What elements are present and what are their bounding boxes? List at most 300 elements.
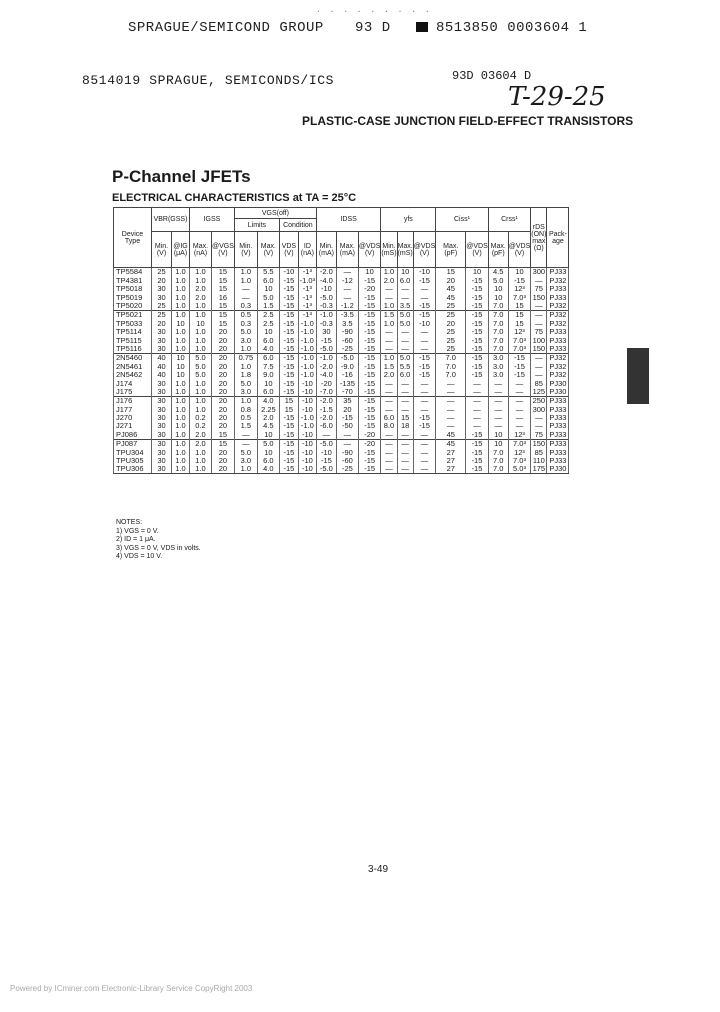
table-cell: —: [336, 268, 358, 277]
table-cell: —: [381, 448, 397, 456]
table-cell: -5.0: [316, 345, 336, 354]
table-cell: 6.0: [397, 371, 413, 379]
table-cell: -15: [279, 465, 298, 474]
table-cell: 10: [488, 439, 508, 448]
table-cell: 8.0: [381, 422, 397, 430]
table-cell: -15: [279, 336, 298, 344]
table-cell: 0.2: [190, 414, 212, 422]
table-cell: 30: [152, 336, 172, 344]
table-cell: —: [466, 414, 489, 422]
page-number: 3-49: [368, 864, 389, 875]
table-cell: PJ32: [547, 310, 569, 319]
table-cell: 4.0: [257, 345, 279, 354]
table-cell: -1.0: [298, 336, 316, 344]
table-cell: PJ33: [547, 285, 569, 293]
table-cell: PJ33: [547, 328, 569, 336]
table-cell: 5.0: [488, 276, 508, 284]
table-cell: —: [508, 379, 531, 387]
footer-watermark: Powered by ICminer.com Electronic-Library Service CopyRight 2003: [10, 984, 253, 993]
table-cell: 75: [531, 285, 547, 293]
table-cell: 1.5: [234, 422, 257, 430]
table-cell: 7.0: [488, 448, 508, 456]
table-cell: PJ33: [547, 439, 569, 448]
table-row: [114, 414, 569, 422]
device-type-cell: TP5021: [114, 310, 152, 319]
table-cell: -4.0: [316, 371, 336, 379]
header-black-marker: [416, 22, 428, 32]
table-cell: —: [234, 285, 257, 293]
table-cell: 1.0: [234, 345, 257, 354]
table-row: [114, 439, 569, 448]
table-cell: 10: [358, 268, 381, 277]
table-cell: 1.0: [172, 414, 190, 422]
table-cell: -15: [466, 319, 489, 327]
table-cell: 1.0: [234, 276, 257, 284]
table-cell: PJ30: [547, 465, 569, 474]
table-cell: 16: [212, 293, 235, 301]
th-sub: ID (nA): [298, 232, 316, 268]
table-cell: —: [413, 387, 436, 396]
table-row: [114, 328, 569, 336]
table-row: [114, 396, 569, 405]
table-cell: 10: [172, 371, 190, 379]
table-cell: -15: [279, 379, 298, 387]
th-sub: @VDS (V): [508, 232, 531, 268]
table-cell: -15: [466, 457, 489, 465]
table-cell: -5.0: [316, 439, 336, 448]
table-cell: 2.0: [381, 276, 397, 284]
table-cell: —: [413, 379, 436, 387]
table-cell: 3.5: [336, 319, 358, 327]
table-cell: -4.0: [316, 276, 336, 284]
table-cell: -10: [316, 448, 336, 456]
table-cell: 1.0: [172, 422, 190, 430]
table-cell: —: [531, 414, 547, 422]
th-sub: @VGS (V): [212, 232, 235, 268]
table-cell: -1³: [298, 310, 316, 319]
table-cell: PJ32: [547, 371, 569, 379]
table-cell: —: [531, 362, 547, 370]
table-cell: -15: [358, 405, 381, 413]
table-cell: 4.5: [488, 268, 508, 277]
table-cell: -15: [413, 362, 436, 370]
table-cell: -15: [508, 353, 531, 362]
device-type-cell: TP5116: [114, 345, 152, 354]
table-cell: —: [508, 387, 531, 396]
table-row: [114, 336, 569, 344]
table-row: [114, 353, 569, 362]
table-cell: -7.0: [316, 387, 336, 396]
table-cell: -10: [413, 268, 436, 277]
table-cell: —: [381, 430, 397, 439]
device-type-cell: 2N5461: [114, 362, 152, 370]
table-cell: 150: [532, 293, 546, 302]
table-cell: —: [397, 457, 413, 465]
table-cell: -15: [279, 319, 298, 327]
table-cell: -15: [413, 302, 436, 311]
table-cell: 10: [257, 285, 279, 293]
table-cell: 15: [279, 396, 298, 405]
handwritten-note: T-29-25: [508, 82, 606, 112]
thumb-index-tab: [627, 348, 649, 404]
device-type-cell: TP5033: [114, 319, 152, 327]
table-cell: 5.5: [257, 268, 279, 277]
table-cell: PJ32: [547, 302, 569, 311]
table-cell: 25: [436, 345, 466, 354]
th-sub: VDS (V): [279, 232, 298, 268]
table-cell: 3.0: [234, 336, 257, 344]
th-sub: Max. (pF): [488, 232, 508, 268]
table-cell: 7.5: [257, 362, 279, 370]
table-cell: -15: [279, 457, 298, 465]
table-cell: 5.0³: [508, 465, 531, 474]
table-cell: 1.0: [172, 379, 190, 387]
table-cell: PJ32: [547, 362, 569, 370]
table-cell: 30: [152, 405, 172, 413]
table-cell: 15: [508, 319, 531, 327]
table-cell: —: [436, 414, 466, 422]
table-cell: -15: [466, 336, 489, 344]
table-cell: -15: [358, 414, 381, 422]
table-cell: -9.0: [336, 362, 358, 370]
table-cell: 3.5: [397, 302, 413, 311]
table-cell: -15: [316, 336, 336, 344]
th-condition: Condition: [279, 219, 316, 232]
table-row: [114, 276, 569, 284]
table-cell: 30: [152, 328, 172, 336]
table-cell: 20: [212, 396, 235, 405]
table-cell: -6.0: [316, 422, 336, 430]
table-cell: 1.0: [234, 362, 257, 370]
table-cell: —: [436, 379, 466, 387]
table-cell: —: [488, 422, 508, 430]
table-cell: -1.0: [298, 414, 316, 422]
table-cell: 5.0: [397, 353, 413, 362]
table-cell: 3.0: [234, 457, 257, 465]
table-cell: -15: [279, 414, 298, 422]
table-cell: 1.0: [234, 268, 257, 277]
table-cell: -2.0: [316, 362, 336, 370]
table-cell: 5.0: [397, 310, 413, 319]
table-cell: -20: [358, 285, 381, 293]
table-cell: -60: [336, 457, 358, 465]
table-cell: 40: [152, 353, 172, 362]
table-cell: 20: [212, 345, 235, 354]
table-cell: -15: [413, 276, 436, 284]
table-cell: -1.0: [298, 319, 316, 327]
table-cell: -15: [413, 371, 436, 379]
table-cell: -2.0: [316, 396, 336, 405]
table-cell: 10: [488, 430, 508, 439]
table-cell: -15: [316, 457, 336, 465]
table-cell: -1.0: [316, 353, 336, 362]
table-cell: -15: [358, 379, 381, 387]
table-cell: 30: [152, 430, 172, 439]
table-cell: 2.0: [381, 371, 397, 379]
table-cell: 45: [436, 439, 466, 448]
table-cell: 1.0: [190, 465, 212, 474]
table-cell: 27: [436, 448, 466, 456]
table-cell: —: [397, 293, 413, 301]
table-cell: 1.0: [172, 310, 190, 319]
device-type-cell: TPU305: [114, 457, 152, 465]
table-cell: -25: [336, 465, 358, 474]
table-cell: 5.0: [190, 371, 212, 379]
table-cell: 1.0: [172, 465, 190, 474]
table-cell: 20: [212, 379, 235, 387]
section-title: PLASTIC-CASE JUNCTION FIELD-EFFECT TRANSISTORS: [302, 114, 634, 128]
scan-artifact: . . . . . . . . .: [316, 6, 432, 15]
table-cell: —: [413, 328, 436, 336]
table-cell: -15: [358, 465, 381, 474]
table-cell: 18: [397, 422, 413, 430]
table-cell: 25: [152, 302, 172, 311]
table-cell: 20: [212, 371, 235, 379]
table-cell: -15: [279, 371, 298, 379]
table-cell: 1.0: [172, 268, 190, 277]
table-cell: —: [397, 396, 413, 405]
table-cell: —: [488, 414, 508, 422]
table-cell: —: [316, 430, 336, 439]
table-cell: 10: [466, 268, 489, 277]
table-cell: -60: [336, 336, 358, 344]
table-cell: -10: [298, 439, 316, 448]
table-cell: 10: [257, 430, 279, 439]
table-cell: PJ33: [547, 345, 569, 354]
table-cell: -25: [336, 345, 358, 354]
table-row: [114, 448, 569, 456]
table-cell: 1.0: [172, 285, 190, 293]
th-device: Device Type: [114, 208, 152, 268]
table-cell: -15: [279, 285, 298, 293]
table-row: [114, 405, 569, 413]
table-cell: -0.3: [316, 319, 336, 327]
table-cell: —: [397, 285, 413, 293]
table-cell: —: [508, 414, 531, 422]
table-cell: 40: [152, 371, 172, 379]
table-cell: -15: [358, 319, 381, 327]
table-cell: 75: [531, 430, 547, 439]
th-sub: Max. (nA): [190, 232, 212, 268]
table-cell: -2.0: [316, 268, 336, 277]
device-type-cell: J175: [114, 387, 152, 396]
th-sub: Max. (pF): [436, 232, 466, 268]
table-cell: 30: [152, 422, 172, 430]
table-cell: 7.0: [488, 457, 508, 465]
table-cell: —: [466, 396, 489, 405]
table-cell: 1.0: [381, 353, 397, 362]
table-cell: 2.0: [257, 414, 279, 422]
table-cell: 1.0: [234, 465, 257, 474]
th-vgsoff: VGS(off): [234, 208, 316, 219]
table-cell: 7.0: [488, 465, 508, 474]
table-cell: 15: [212, 310, 235, 319]
table-cell: -10: [298, 430, 316, 439]
device-type-cell: TPU304: [114, 448, 152, 456]
table-cell: -15: [466, 448, 489, 456]
table-cell: -90: [336, 328, 358, 336]
table-cell: 15: [508, 310, 531, 319]
table-cell: —: [336, 293, 358, 301]
table-cell: -10: [298, 448, 316, 456]
table-cell: —: [413, 405, 436, 413]
table-cell: 25: [152, 268, 172, 277]
table-cell: —: [381, 336, 397, 344]
th-sub: Min. (V): [234, 232, 257, 268]
table-cell: 1.0: [190, 268, 212, 277]
table-cell: -1.0: [298, 371, 316, 379]
table-row: [114, 457, 569, 465]
table-cell: -2.0: [316, 414, 336, 422]
table-cell: —: [531, 422, 547, 430]
table-cell: 15: [212, 439, 235, 448]
table-cell: —: [413, 465, 436, 474]
table-cell: -15: [466, 371, 489, 379]
table-cell: -15: [279, 353, 298, 362]
table-cell: 12³: [508, 430, 531, 439]
table-cell: 85: [531, 379, 547, 387]
device-type-cell: 2N5460: [114, 353, 152, 362]
th-vbrgss: VBR(GSS): [152, 208, 190, 232]
table-cell: —: [234, 293, 257, 301]
table-cell: 20: [436, 319, 466, 327]
table-row: [114, 319, 569, 327]
table-cell: 1.0: [172, 293, 190, 301]
table-cell: -5.0: [316, 293, 336, 301]
th-sub: @IG (μA): [172, 232, 190, 268]
table-cell: -5.0: [336, 353, 358, 362]
table-cell: 25: [436, 328, 466, 336]
table-row: [114, 387, 569, 396]
table-cell: -15: [413, 414, 436, 422]
table-cell: 300: [532, 267, 546, 277]
table-cell: -20: [358, 439, 381, 448]
header-second-line: 8514019 SPRAGUE, SEMICONDS/ICS: [82, 73, 335, 88]
table-cell: 30: [152, 448, 172, 456]
table-cell: 30: [152, 379, 172, 387]
table-cell: -15: [413, 422, 436, 430]
table-cell: —: [336, 439, 358, 448]
header-second-code: 93D 03604 D: [452, 69, 532, 83]
table-cell: -15: [279, 448, 298, 456]
table-cell: —: [397, 387, 413, 396]
table-cell: 0.8: [234, 405, 257, 413]
table-cell: -15: [358, 371, 381, 379]
table-cell: 7.0³: [508, 293, 531, 301]
table-cell: 20: [212, 328, 235, 336]
table-cell: —: [488, 396, 508, 405]
table-cell: 9.0: [257, 371, 279, 379]
table-cell: —: [436, 396, 466, 405]
table-cell: 2.0: [190, 293, 212, 301]
table-cell: 0.3: [234, 319, 257, 327]
table-cell: 1.0: [172, 345, 190, 354]
table-cell: 5.0: [190, 353, 212, 362]
table-cell: —: [397, 465, 413, 474]
table-cell: 1.0: [172, 405, 190, 413]
table-cell: 6.0: [381, 414, 397, 422]
table-notes: [116, 519, 266, 562]
table-cell: 25: [436, 336, 466, 344]
table-cell: PJ33: [547, 268, 569, 277]
table-cell: 1.0: [190, 276, 212, 284]
table-cell: 1.0: [190, 379, 212, 387]
table-cell: -1³: [298, 268, 316, 277]
table-cell: 150: [532, 344, 546, 353]
table-cell: 20: [212, 465, 235, 474]
table-cell: 2.5: [257, 319, 279, 327]
table-cell: 7.0: [436, 353, 466, 362]
table-cell: -10: [298, 405, 316, 413]
table-cell: 7.0³: [508, 336, 531, 344]
table-cell: -1³: [298, 293, 316, 301]
table-cell: 1.0: [190, 457, 212, 465]
table-cell: —: [381, 465, 397, 474]
table-cell: 1.0: [172, 328, 190, 336]
table-row: [114, 310, 569, 319]
table-cell: 30: [152, 285, 172, 293]
table-cell: 1.0: [190, 336, 212, 344]
table-cell: 6.0: [257, 276, 279, 284]
table-cell: —: [397, 430, 413, 439]
table-cell: —: [397, 345, 413, 354]
table-cell: -1.0: [298, 353, 316, 362]
table-cell: —: [381, 345, 397, 354]
jfet-table: [113, 207, 569, 474]
table-cell: 5.0: [190, 362, 212, 370]
page-subtitle: ELECTRICAL CHARACTERISTICS at TA = 25°C: [112, 192, 357, 204]
table-cell: 4.0: [257, 465, 279, 474]
table-cell: -1³: [298, 285, 316, 293]
table-cell: —: [436, 422, 466, 430]
table-cell: 15: [508, 302, 531, 311]
table-cell: -1.2: [336, 302, 358, 311]
header-company-line: SPRAGUE/SEMICOND GROUP: [128, 20, 324, 36]
table-cell: 15: [212, 268, 235, 277]
table-cell: 10: [172, 319, 190, 327]
table-cell: -15: [466, 285, 489, 293]
table-cell: 20: [212, 336, 235, 344]
table-cell: -15: [358, 345, 381, 354]
table-cell: —: [336, 285, 358, 293]
table-cell: 15: [279, 405, 298, 413]
table-cell: —: [531, 276, 547, 284]
table-cell: 2.0: [190, 430, 212, 439]
table-cell: 0.3: [234, 302, 257, 311]
table-cell: 7.0: [488, 302, 508, 311]
table-cell: -15: [466, 345, 489, 354]
table-cell: 1.0: [172, 302, 190, 311]
table-cell: -15: [279, 439, 298, 448]
table-cell: 15: [212, 319, 235, 327]
table-cell: -15: [508, 371, 531, 379]
th-sub: @VDS (V): [358, 232, 381, 268]
th-sub: Min. (V): [152, 232, 172, 268]
table-cell: -1.5: [316, 405, 336, 413]
table-cell: -10: [298, 465, 316, 474]
table-cell: —: [436, 387, 466, 396]
table-cell: 1.8: [234, 371, 257, 379]
table-row: [114, 285, 569, 293]
table-cell: 2.0: [190, 285, 212, 293]
table-cell: 10: [488, 293, 508, 301]
table-cell: 0.75: [234, 353, 257, 362]
table-cell: -15: [358, 457, 381, 465]
table-cell: 40: [152, 362, 172, 370]
table-cell: 15: [212, 276, 235, 284]
table-cell: 20: [152, 276, 172, 284]
table-cell: —: [397, 439, 413, 448]
